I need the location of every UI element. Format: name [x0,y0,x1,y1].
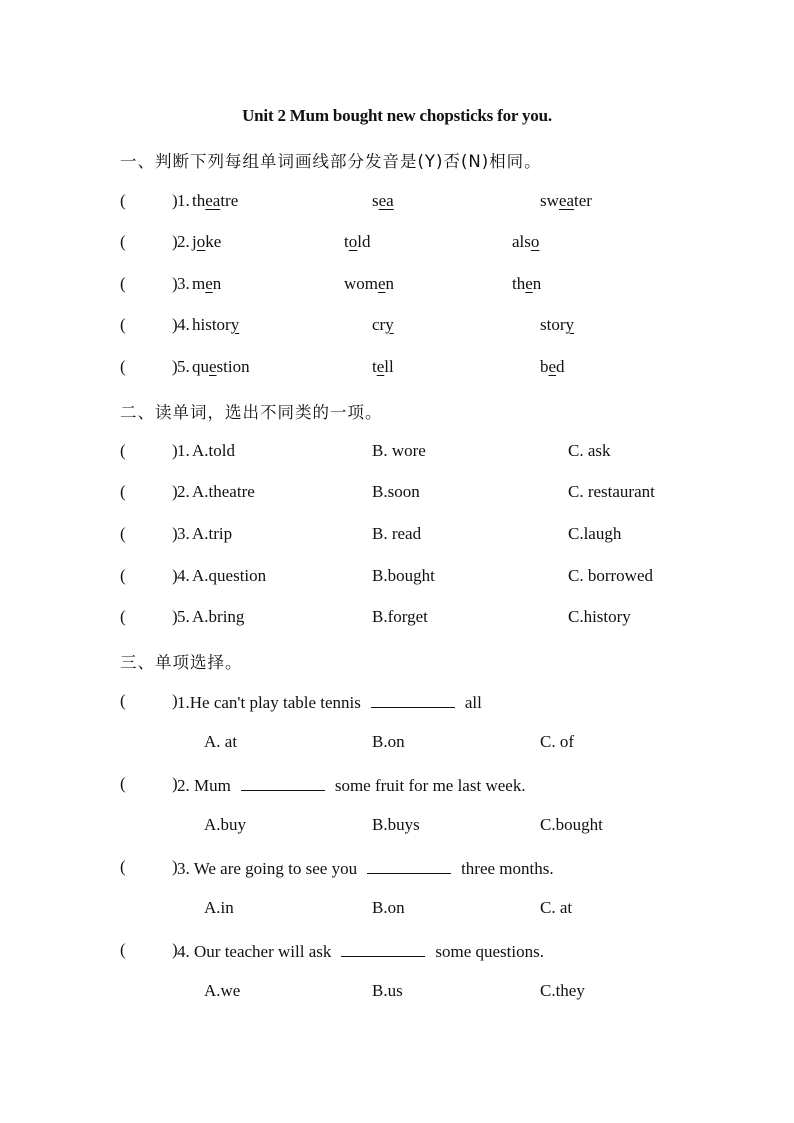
option-c: C.bought [540,815,603,834]
answer-blank [241,774,325,791]
word-part: t [372,357,377,376]
answer-blank [367,857,451,874]
question-row [120,691,720,713]
underlined-letters: o [530,232,540,251]
word-part: ll [384,357,394,376]
section-3-heading: 三、单项选择。 [120,653,243,672]
option-c: C.laugh [568,524,622,543]
answer-paren-open: ( [120,191,126,210]
question-stem [177,774,526,796]
question-stem [177,691,482,713]
question-number: 3. [177,524,190,543]
question-text: We are going to see you [189,859,358,878]
option-b: B.on [372,732,405,751]
answer-paren-close: ) [172,315,178,334]
answer-paren-open: ( [120,524,126,543]
underlined-letters: y [565,315,574,334]
option-a: A.buy [204,815,247,834]
word-3 [540,357,565,377]
word-part: histor [192,315,231,334]
question-row [120,524,720,546]
word-1 [192,315,239,335]
options-row [120,732,720,754]
answer-paren-close: ) [172,274,178,293]
word-part: sw [540,191,559,210]
word-part: stor [540,315,566,334]
word-3 [540,315,574,335]
word-part: ke [205,232,222,251]
question-number: 5. [177,357,190,376]
question-number: 4. [177,315,190,334]
option-a: A.theatre [192,482,255,501]
answer-paren-open: ( [120,315,126,334]
option-b: B.buys [372,815,420,834]
question-text: three months. [461,859,554,878]
answer-paren-close: ) [172,857,178,876]
question-number: 1. [177,191,190,210]
word-part: wom [344,274,378,293]
question-row [120,774,720,796]
answer-paren-open: ( [120,274,126,293]
question-number: 3. [177,274,190,293]
word-part: qu [192,357,209,376]
answer-paren-close: ) [172,607,178,626]
word-part: tre [220,191,239,210]
answer-paren-open: ( [120,857,126,876]
page-title: Unit 2 Mum bought new chopsticks for you. [242,106,552,125]
answer-paren-close: ) [172,357,178,376]
option-c: C. borrowed [568,566,653,585]
word-1 [192,191,238,211]
word-1 [192,357,250,377]
word-part: j [192,232,197,251]
question-row [120,940,720,962]
option-a: A.in [204,898,234,917]
question-number: 4. [177,566,190,585]
underlined-letters: ea [378,191,394,210]
answer-paren-open: ( [120,940,126,959]
word-3 [540,191,592,211]
underlined-letters: e [378,274,386,293]
section-1-heading: 一、判断下列每组单词画线部分发音是(Y)否(N)相同。 [120,152,542,171]
question-number: 1. [177,441,190,460]
word-part: n [385,274,395,293]
option-a: A.told [192,441,235,460]
underlined-letters: e [205,274,213,293]
underlined-letters: o [196,232,206,251]
answer-blank [371,691,455,708]
answer-paren-open: ( [120,482,126,501]
word-2 [372,357,394,377]
question-text: Mum [189,776,231,795]
question-row [120,357,720,379]
option-a: A.bring [192,607,245,626]
answer-paren-close: ) [172,940,178,959]
underlined-letters: o [348,232,358,251]
underlined-letters: ea [558,191,574,210]
option-c: C. at [540,898,573,917]
question-number: 3. [177,859,190,878]
question-row [120,232,720,254]
word-part: t [344,232,349,251]
question-row [120,191,720,213]
word-part: ter [574,191,592,210]
question-number: 5. [177,607,190,626]
answer-paren-close: ) [172,691,178,710]
question-number: 2. [177,776,190,795]
word-part: s [372,191,379,210]
word-part: m [192,274,206,293]
question-text: some questions. [435,942,544,961]
underlined-letters: y [230,315,240,334]
answer-paren-close: ) [172,524,178,543]
question-stem [177,857,554,879]
option-a: A.trip [192,524,233,543]
word-2 [372,191,394,211]
option-a: A. at [204,732,238,751]
underlined-letters: e [376,357,385,376]
question-row [120,607,720,629]
question-row [120,482,720,504]
question-text: some fruit for me last week. [334,776,526,795]
option-b: B.soon [372,482,420,501]
question-number: 2. [177,482,190,501]
word-part: d [556,357,565,376]
option-c: C.history [568,607,631,626]
question-row [120,857,720,879]
word-2 [344,274,394,294]
answer-paren-open: ( [120,232,126,251]
answer-blank [341,940,425,957]
option-b: B. wore [372,441,426,460]
answer-paren-open: ( [120,566,126,585]
option-b: B.bought [372,566,435,585]
answer-paren-open: ( [120,607,126,626]
question-number: 2. [177,232,190,251]
word-part: th [192,191,206,210]
question-row [120,441,720,463]
word-part: th [512,274,526,293]
option-b: B.on [372,898,405,917]
option-b: B. read [372,524,422,543]
options-row [120,981,720,1003]
answer-paren-close: ) [172,482,178,501]
word-part: n [212,274,222,293]
options-row [120,898,720,920]
question-text: Our teacher will ask [189,942,332,961]
word-part: als [512,232,531,251]
answer-paren-close: ) [172,566,178,585]
word-part: stion [216,357,250,376]
underlined-letters: e [209,357,217,376]
question-text: all [464,693,482,712]
word-1 [192,274,221,294]
answer-paren-open: ( [120,774,126,793]
option-c: C. ask [568,441,611,460]
question-number: 4. [177,942,190,961]
answer-paren-open: ( [120,357,126,376]
word-part: n [532,274,542,293]
option-a: A.we [204,981,241,1000]
word-1 [192,232,221,252]
option-a: A.question [192,566,267,585]
answer-paren-close: ) [172,774,178,793]
option-c: C. of [540,732,574,751]
option-b: B.forget [372,607,428,626]
word-2 [372,315,394,335]
word-part: cr [372,315,386,334]
option-b: B.us [372,981,403,1000]
underlined-letters: e [548,357,557,376]
question-number: 1. [177,693,190,712]
underlined-letters: ea [205,191,221,210]
answer-paren-close: ) [172,441,178,460]
word-part: b [540,357,549,376]
question-row [120,566,720,588]
question-row [120,315,720,337]
option-c: C. restaurant [568,482,655,501]
word-part: ld [357,232,371,251]
options-row [120,815,720,837]
option-c: C.they [540,981,585,1000]
word-2 [344,232,370,252]
answer-paren-close: ) [172,232,178,251]
word-3 [512,274,541,294]
answer-paren-open: ( [120,691,126,710]
underlined-letters: y [385,315,394,334]
question-stem [177,940,544,962]
answer-paren-open: ( [120,441,126,460]
question-row [120,274,720,296]
underlined-letters: e [525,274,533,293]
question-text: He can't play table tennis [189,693,361,712]
section-2-heading: 二、读单词，选出不同类的一项。 [120,403,383,422]
word-3 [512,232,539,252]
answer-paren-close: ) [172,191,178,210]
